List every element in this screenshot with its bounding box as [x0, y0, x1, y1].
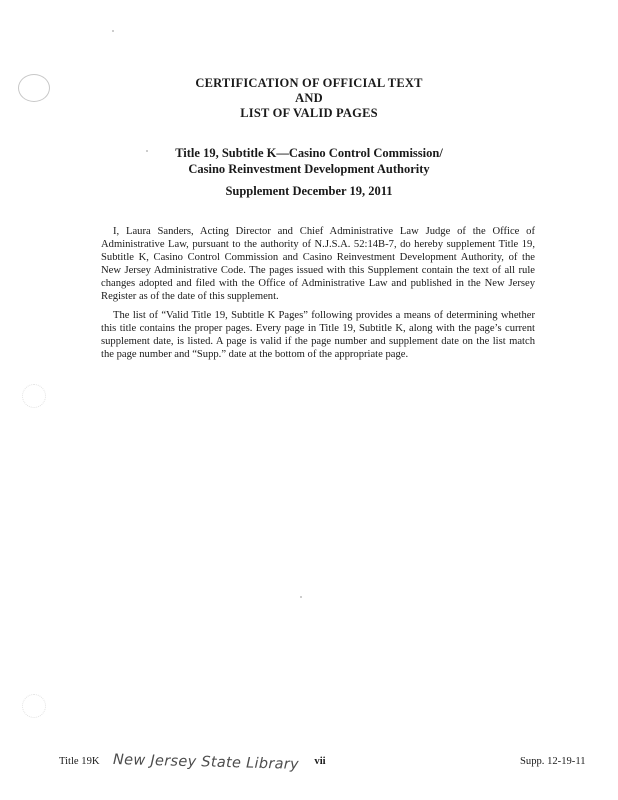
supplement-date-heading: Supplement December 19, 2011	[225, 184, 393, 198]
title-subtitle-heading	[0, 145, 618, 177]
certification-line-3: LIST OF VALID PAGES	[240, 106, 378, 120]
paragraph-certification: I, Laura Sanders, Acting Director and Chief Administrative Law Judge of the Office of Administrative Law, pursuant to the authority of N.J.S.A. 52:14B-7, do hereby supplement Title 19, Subtitle K, Casino Control Commission and Casino Reinvestment Development Authority, of the New Jersey Administrative Code. The pages issued with this Supplement contain the text of all rule changes adopted and filed with the Office of Administrative Law and published in the New Jersey Register as of the date of this supplement.	[101, 226, 535, 302]
page-footer	[0, 752, 618, 776]
footer-supplement-date: Supp. 12-19-11	[520, 756, 586, 767]
scan-speck	[300, 596, 302, 598]
certification-line-2: AND	[295, 91, 323, 105]
library-stamp: New Jersey State Library	[112, 752, 300, 773]
certification-line-1: CERTIFICATION OF OFFICIAL TEXT	[195, 76, 423, 90]
body-text	[101, 226, 535, 369]
certification-heading	[0, 76, 618, 121]
footer-title: Title 19K	[59, 756, 100, 767]
scan-speck	[112, 30, 114, 32]
page-number: vii	[314, 756, 326, 767]
punch-hole-mark	[22, 694, 46, 718]
title-line-1: Title 19, Subtitle K—Casino Control Commission/	[175, 146, 443, 160]
punch-hole-mark	[22, 384, 46, 408]
paragraph-valid-pages: The list of “Valid Title 19, Subtitle K Pages” following provides a means of determining whether this title contains the proper pages. Every page in Title 19, Subtitle K, along with the page’s current supplement date, is listed. A page is valid if the page number and supplement date on the list match the page number and “Supp.” date at the bottom of the appropriate page.	[101, 310, 535, 361]
title-line-2: Casino Reinvestment Development Authority	[188, 162, 430, 176]
